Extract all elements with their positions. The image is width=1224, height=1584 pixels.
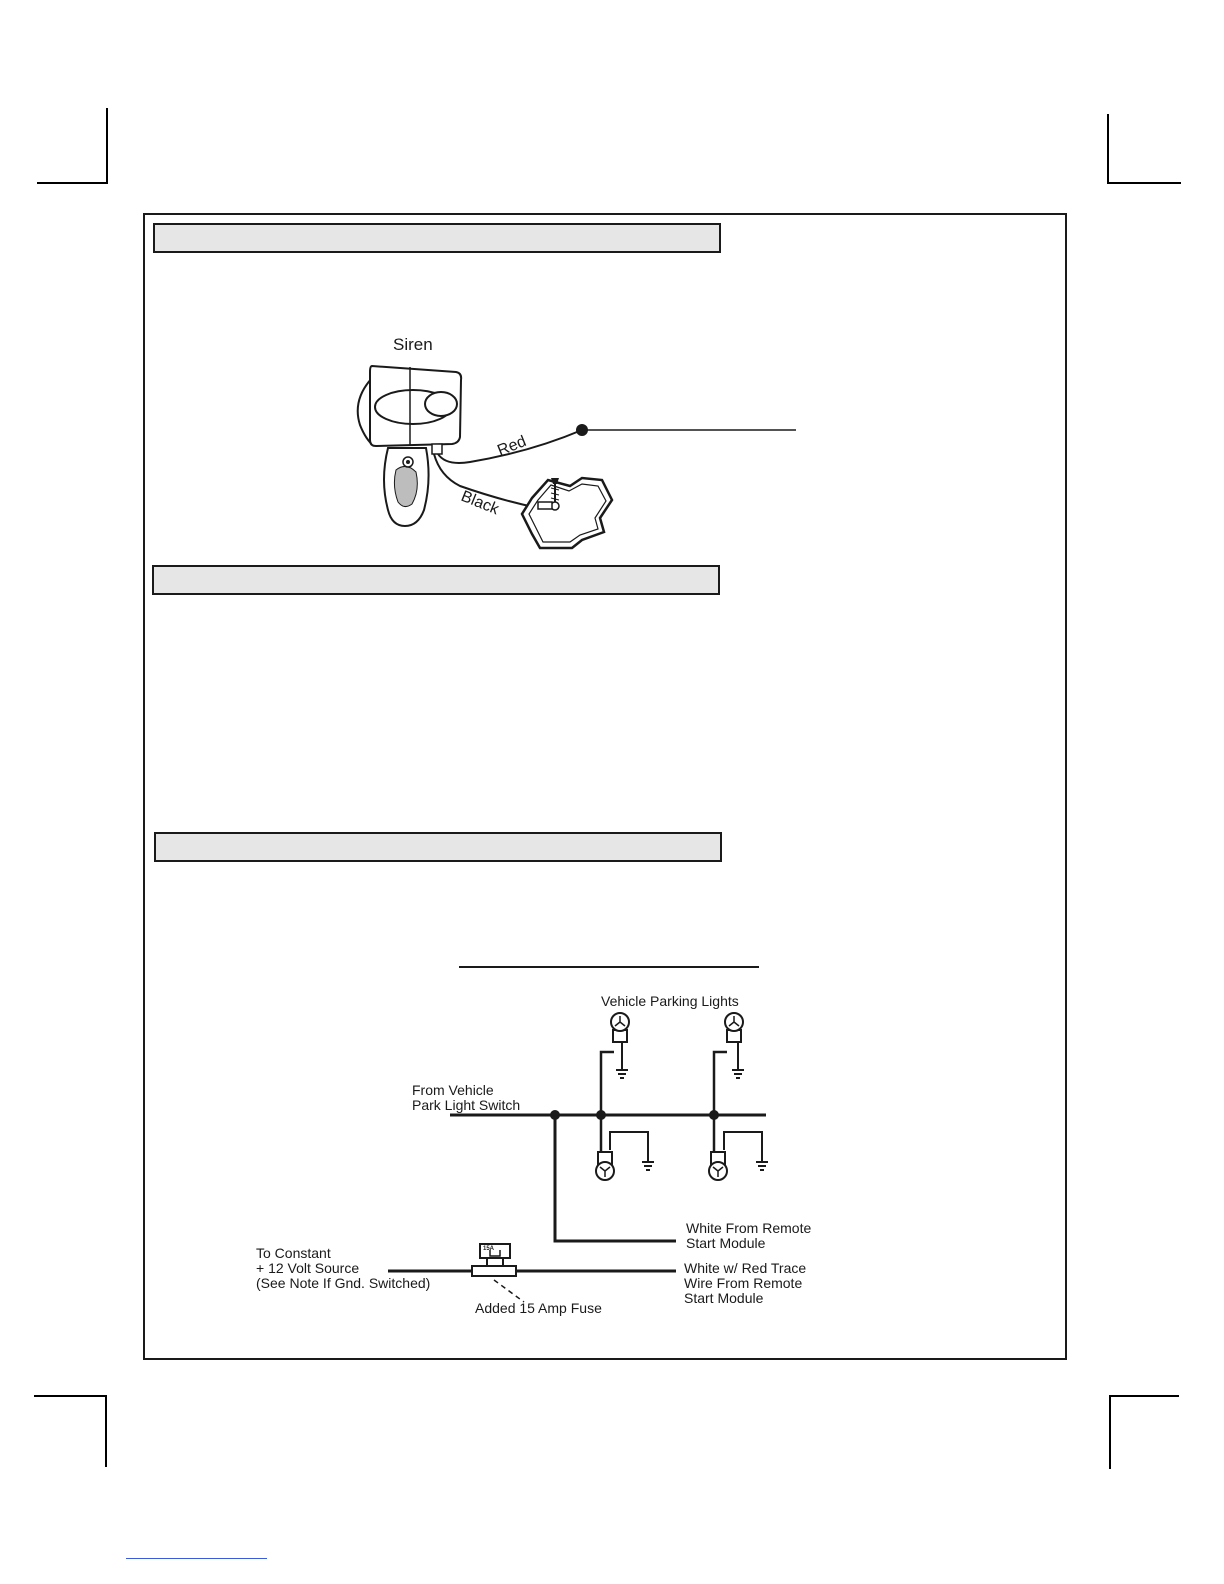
- source-label-line3: (See Note If Gnd. Switched): [256, 1275, 431, 1291]
- siren-label: Siren: [393, 335, 433, 354]
- upper-bulb-2-feed: [714, 1052, 727, 1115]
- switch-label-line1: From Vehicle: [412, 1082, 494, 1098]
- ground-icon: [732, 1070, 744, 1078]
- trace-wire-label-line3: Start Module: [684, 1290, 764, 1306]
- siren-bracket-slot: [394, 466, 417, 506]
- ground-terminal-crimp: [538, 502, 552, 509]
- fuse-holder: [472, 1266, 516, 1276]
- fuse-blades: [487, 1258, 503, 1266]
- fuse-callout-line: [494, 1280, 524, 1302]
- siren-horn-inner: [425, 392, 457, 416]
- siren-diagram: [358, 366, 796, 548]
- upper-bulb-1-feed: [601, 1052, 614, 1115]
- ground-icon: [642, 1162, 654, 1170]
- trace-wire-label-line2: Wire From Remote: [684, 1275, 803, 1291]
- siren-connector: [432, 444, 442, 454]
- white-wire-label-line2: Start Module: [686, 1235, 766, 1251]
- switch-label-line2: Park Light Switch: [412, 1097, 521, 1113]
- parking-light-diagram: [388, 1013, 768, 1302]
- white-wire-label-line1: White From Remote: [686, 1220, 812, 1236]
- lower-bulb-1-ground-lead: [610, 1132, 648, 1162]
- ground-icon: [616, 1070, 628, 1078]
- white-wire: [555, 1115, 676, 1241]
- ground-icon: [756, 1162, 768, 1170]
- fuse-rating: 15A: [483, 1246, 495, 1252]
- source-label-line2: + 12 Volt Source: [256, 1260, 360, 1276]
- lower-bulb-2-ground-lead: [724, 1132, 762, 1162]
- fuse-label: Added 15 Amp Fuse: [475, 1300, 602, 1316]
- source-label-line1: To Constant: [256, 1245, 331, 1261]
- parking-lights-label: Vehicle Parking Lights: [601, 993, 739, 1009]
- red-wire-label: Red: [495, 432, 529, 460]
- trace-wire-label-line1: White w/ Red Trace: [684, 1260, 807, 1276]
- black-wire-label: Black: [458, 487, 502, 519]
- bracket-bolt-center: [406, 460, 410, 464]
